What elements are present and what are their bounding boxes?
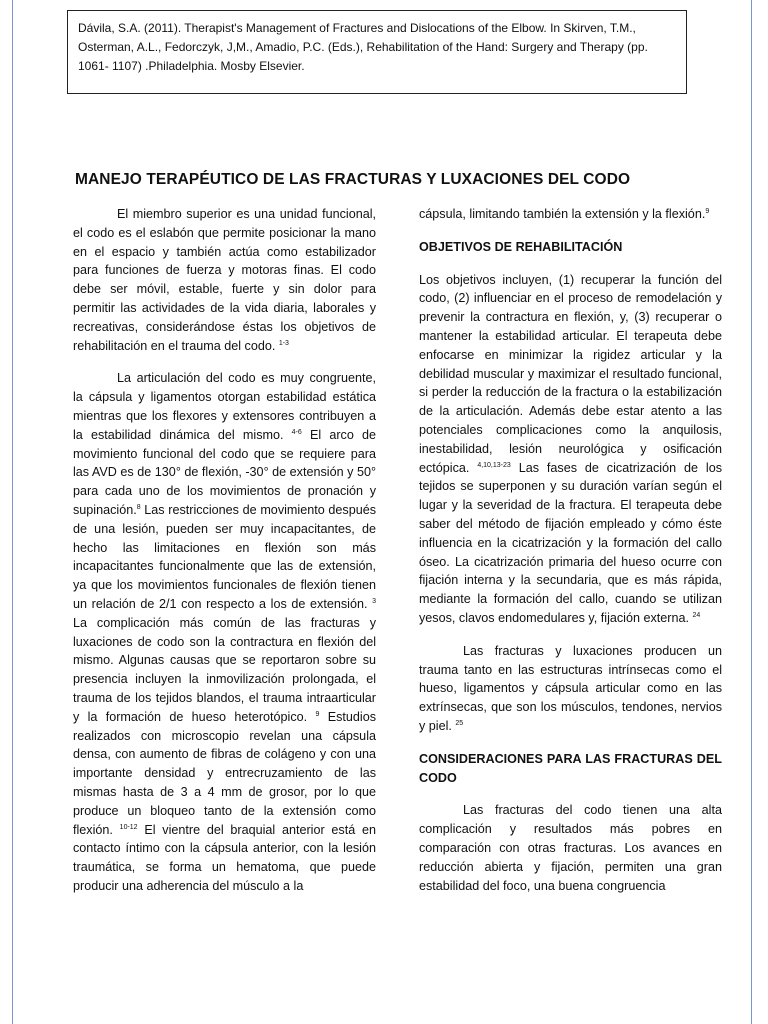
reference: 9 <box>315 710 320 718</box>
paragraph: cápsula, limitando también la extensión y la flexión.$^9$ <box>419 207 710 221</box>
paragraph: El miembro superior es una unidad funcional, el codo es el eslabón que permite posicionar la mano en el espacio y también actúa como estabilizador para funciones de fuerza y motoras finas. El codo debe ser móvil, estable, fuerte y sin dolor para permitir las actividades de la vida diaria, laborales y recreativas, considerándose éstas los objetivos de rehabilitación en el trauma del codo. $^{1-3}$ <box>73 207 376 353</box>
reference: 9 <box>705 207 710 215</box>
page-title: MANEJO TERAPÉUTICO DE LAS FRACTURAS Y LUXACIONES DEL CODO <box>75 171 631 188</box>
reference: 8 <box>136 503 141 511</box>
reference: 10-12 <box>119 823 138 831</box>
section-heading: OBJETIVOS DE REHABILITACIÓN <box>419 239 623 254</box>
left-column <box>73 205 376 910</box>
reference: 24 <box>692 611 701 619</box>
reference: 4,10,13-23 <box>477 461 511 469</box>
paragraph: La articulación del codo es muy congruente, la cápsula y ligamentos otorgan estabilidad estática mientras que los flexores y extensores contribuyen a la estabilidad dinámica del mismo. $^{4-6}$ El arco de movimiento funcional del codo que se requiere para las AVD es de 130° de flexión, -30° de extensión y 50° para cada uno de los movimientos de pronación y supinación.$^8$ Las restricciones de movimiento después de una lesión, pueden ser muy incapacitantes, de hecho las limitaciones en flexión son más incapacitantes funcionalmente que las de extensión, ya que los movimientos funcionales de flexión tienen un relación de 2/1 con respecto a los de extensión. $^3$ La complicación más común de las fracturas y luxaciones de codo son la contractura en flexión del mismo. Algunas causas que se reportaron sobre su presencia incluyen la inmovilización prolongada, el trauma de los tejidos blandos, el trauma intraarticular y la formación de hueso heterotópico. $^9$ Estudios realizados con microscopio revelan una cápsula densa, con aumento de fibras de colágeno y con una importante densidad y entrecruzamiento de las mismas hasta de 3 a 4 mm de grosor, por lo que produce un bloqueo tanto de la extensión como flexión. $^{10-12}$ El vientre del braquial anterior está en contacto íntimo con la cápsula anterior, con la lesión traumática, se forma un hematoma, que puede producir una adherencia del músculo a la <box>73 371 377 893</box>
reference: 3 <box>372 597 377 605</box>
right-column <box>419 205 722 909</box>
reference: 1-3 <box>278 339 289 347</box>
citation-text: Dávila, S.A. (2011). Therapist's Management of Fractures and Dislocations of the Elbow. In Skirven, T.M., Osterman, A.L., Fedorczyk, J,M., Amadio, P.C. (Eds.), Rehabilitation of the Hand: Surgery and Therapy (pp. 1061- 1107) .Philadelphia. Mosby Elsevier. <box>78 21 648 73</box>
reference: 25 <box>455 719 464 727</box>
paragraph: Las fracturas y luxaciones producen un trauma tanto en las estructuras intrínsecas como el hueso, ligamentos y cápsula articular como en las extrínsecas, que son los músculos, tendones, nervios y piel. $^{25}$ <box>419 643 722 733</box>
paragraph: Las fracturas del codo tienen una alta complicación y resultados más pobres en comparación con otras fracturas. Los avances en reducción abierta y fijación, permiten una gran estabilidad del foco, una buena congruencia <box>419 803 722 893</box>
paragraph: Los objetivos incluyen, (1) recuperar la función del codo, (2) influenciar en el proceso de remodelación y prevenir la contractura en flexión, y, (3) recuperar o mantener la estabilidad articular. El terapeuta debe enfocarse en minimizar la rigidez articular y la debilidad muscular y maximizar el resultado funcional, si perder la reducción de la fractura o la estabilización de la articulación. Además debe estar atento a las potenciales complicaciones como la anquilosis, inestabilidad, lesión neurológica y osificación ectópica. $^{4,10,13-23}$ Las fases de cicatrización de los tejidos se superponen y su duración varían según el lugar y la severidad de la fractura. El terapeuta debe saber del método de fijación empleado y cómo éste influencia en la cicatrización y la formación del callo óseo. La cicatrización primaria del hueso ocurre con fijación interna y la secundaria, que es más rápida, mediante la formación del callo, cuando se utilizan yesos, clavos endomedulares y, fijación externa. $^{24}$ <box>419 272 722 625</box>
reference: 4-6 <box>291 428 302 436</box>
section-heading: CONSIDERACIONES PARA LAS FRACTURAS DEL CODO <box>419 751 722 785</box>
citation-box <box>67 10 687 94</box>
